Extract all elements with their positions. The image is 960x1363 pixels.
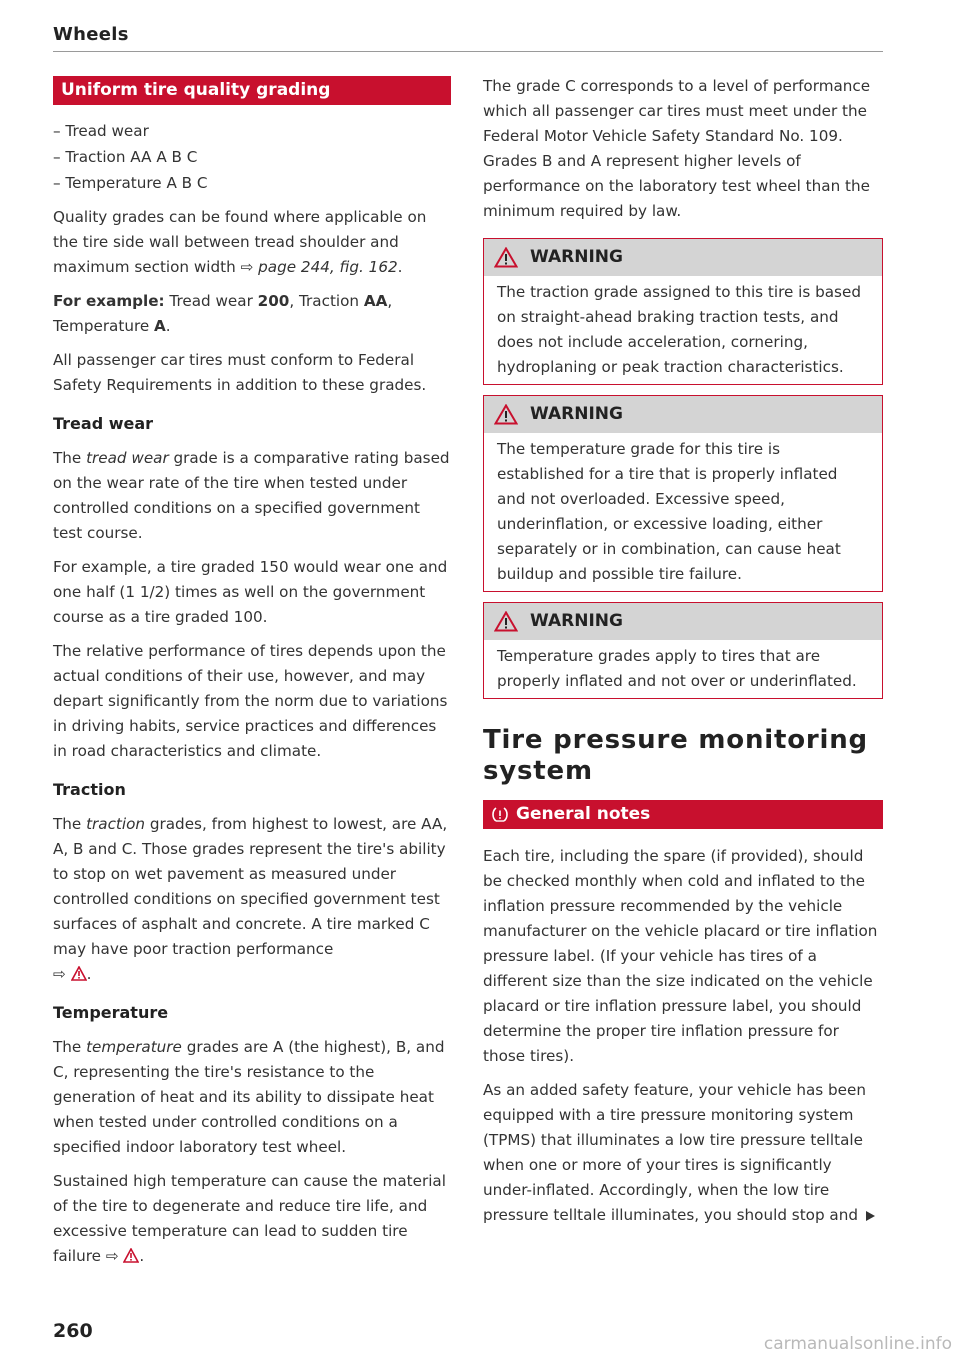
section-title-tpms: Tire pressure monitoring system — [483, 725, 868, 786]
page-number: 260 — [53, 1320, 93, 1342]
example-paragraph: For example: Tread wear 200, Traction AA, Temperature A. — [53, 292, 393, 335]
warning-title: WARNING — [530, 247, 623, 267]
tread-paragraph-2: For example, a tire graded 150 would wear one and one half (1 1/2) times as well on the government course as a tire graded 100. — [53, 558, 448, 626]
list-item: – Tread wear — [53, 118, 451, 144]
warning-text: Temperature grades apply to tires that are properly inflated and not over or underinflated. — [497, 647, 857, 690]
tread-paragraph-1: The tread wear grade is a comparative rating based on the wear rate of the tire when tested under controlled conditions on a specified government test course. — [53, 449, 450, 542]
running-head: Wheels — [53, 24, 129, 45]
warning-triangle-icon — [494, 611, 518, 632]
section-heading-uniform: Uniform tire quality grading — [53, 76, 451, 105]
list-item: – Traction AA A B C — [53, 144, 451, 170]
tire-pressure-icon — [491, 806, 509, 823]
watermark: carmanualsonline.info — [763, 1334, 952, 1354]
warning-triangle-icon — [494, 247, 518, 268]
page-reference-link[interactable]: ⇨ page 244, fig. 162 — [240, 258, 398, 276]
each-tire-paragraph: Each tire, including the spare (if provided), should be checked monthly when cold and inflated to the inflation pressure recommended by the vehicle manufacturer on the vehicle placard or tire inflation pressure label. (If your vehicle has tires of a different size than the size indicated on the vehicle placard or tire inflation pressure label, you should determine the proper tire inflation pressure for those tires). — [483, 847, 878, 1065]
warning-header — [484, 396, 882, 433]
section-heading-general-notes: General notes — [483, 800, 883, 829]
warning-text: The traction grade assigned to this tire is based on straight-ahead braking traction tests, and does not include acceleration, cornering, hydroplaning or peak traction characteristics. — [497, 283, 861, 376]
warning-box — [483, 395, 883, 592]
conform-paragraph: All passenger car tires must conform to Federal Safety Requirements in addition to these grades. — [53, 351, 427, 394]
subheading-tread-wear: Tread wear — [53, 414, 154, 433]
quality-paragraph: Quality grades can be found where applicable on the tire side wall between tread shoulder and maximum section width ⇨ page 244, fig. 162. — [53, 208, 427, 276]
warning-header — [484, 603, 882, 640]
temperature-paragraph-1: The temperature grades are A (the highest), B, and C, representing the tire's resistance to the generation of heat and its ability to dissipate heat when tested under controlled conditions on a specified indoor laboratory test wheel. — [53, 1038, 445, 1156]
warning-reference-link[interactable]: ⇨ — [106, 1247, 140, 1265]
continue-arrow-icon — [864, 1210, 876, 1222]
warning-box — [483, 602, 883, 699]
warning-reference-link[interactable]: ⇨ — [53, 965, 87, 983]
warning-title: WARNING — [530, 404, 623, 424]
warning-title: WARNING — [530, 611, 623, 631]
warning-triangle-icon — [494, 404, 518, 425]
warning-triangle-icon — [71, 966, 87, 981]
subheading-temperature: Temperature — [53, 1003, 169, 1022]
temperature-paragraph-2: Sustained high temperature can cause the material of the tire to degenerate and reduce tire life, and excessive temperature can lead to sudden tire failure ⇨ . — [53, 1172, 446, 1265]
warning-triangle-icon — [123, 1248, 139, 1263]
grade-list — [53, 118, 451, 196]
subheading-traction: Traction — [53, 780, 126, 799]
grade-c-paragraph: The grade C corresponds to a level of performance which all passenger car tires must meet under the Federal Motor Vehicle Safety Standard No. 109. Grades B and A represent higher levels of performance on the laboratory test wheel than the minimum required by law. — [483, 77, 871, 220]
left-column — [53, 0, 451, 1269]
list-item: – Temperature A B C — [53, 170, 451, 196]
warning-box — [483, 238, 883, 385]
added-safety-paragraph: As an added safety feature, your vehicle has been equipped with a tire pressure monitoring system (TPMS) that illuminates a low tire pressure telltale when one or more of your tires is significantly under-inflated. Accordingly, when the low tire pressure telltale illuminates, you should stop and — [483, 1078, 883, 1228]
warning-header — [484, 239, 882, 276]
right-column — [483, 74, 883, 1228]
warning-text: The temperature grade for this tire is established for a tire that is properly inflated and not overloaded. Excessive speed, underinflation, or excessive loading, either separately or in combination, can cause heat buildup and possible tire failure. — [497, 440, 841, 583]
tread-paragraph-3: The relative performance of tires depends upon the actual conditions of their use, however, and may depart significantly from the norm due to variations in driving habits, service practices and differences in road characteristics and climate. — [53, 642, 448, 760]
traction-paragraph: The traction grades, from highest to lowest, are AA, A, B and C. Those grades represent the tire's ability to stop on wet pavement as measured under controlled conditions on specified government test surfaces of asphalt and concrete. A tire marked C may have poor traction performance ⇨ . — [53, 815, 448, 983]
